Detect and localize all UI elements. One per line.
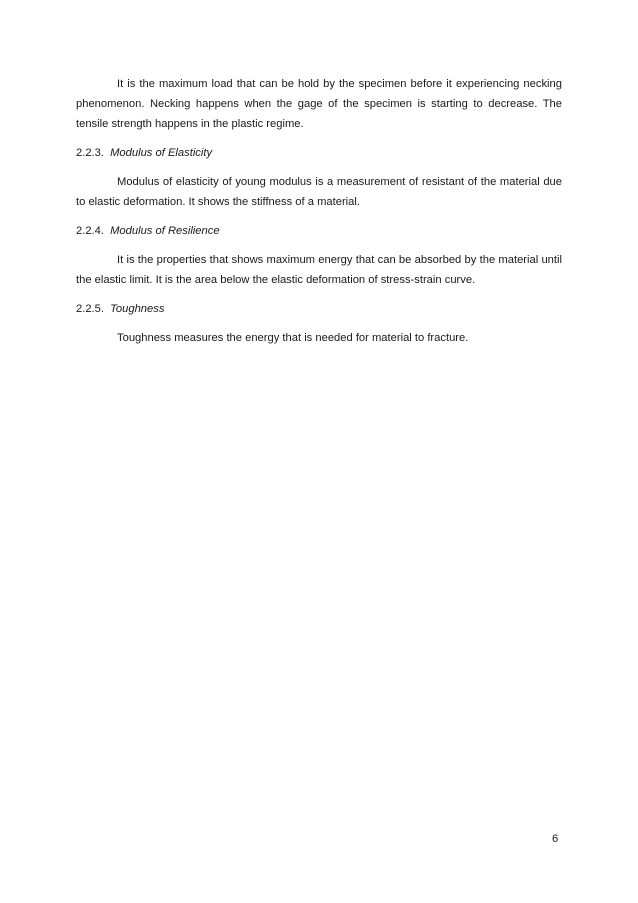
- section-number: 2.2.5.: [76, 303, 104, 315]
- section-title: Toughness: [110, 303, 165, 315]
- page-number: 6: [552, 833, 559, 845]
- section-number: 2.2.4.: [76, 225, 104, 237]
- page-content: [76, 74, 562, 348]
- section-body-toughness: Toughness measures the energy that is needed for material to fracture.: [117, 332, 469, 344]
- intro-paragraph: It is the maximum load that can be hold by the specimen before it experiencing necking phenomenon. Necking happens when the gage of the specimen is starting to decrease. The tensile strength happens in the plastic regime.: [76, 78, 562, 130]
- section-heading-modulus-of-elasticity: [76, 143, 562, 163]
- section-heading-toughness: [76, 299, 562, 319]
- section-title: Modulus of Resilience: [110, 225, 220, 237]
- section-body-modulus-of-elasticity: Modulus of elasticity of young modulus is a measurement of resistant of the material due to elastic deformation. It shows the stiffness of a material.: [76, 176, 562, 208]
- section-body-modulus-of-resilience: It is the properties that shows maximum energy that can be absorbed by the material until the elastic limit. It is the area below the elastic deformation of stress-strain curve.: [76, 254, 562, 286]
- section-heading-modulus-of-resilience: [76, 221, 562, 241]
- section-title: Modulus of Elasticity: [110, 147, 213, 159]
- section-number: 2.2.3.: [76, 147, 104, 159]
